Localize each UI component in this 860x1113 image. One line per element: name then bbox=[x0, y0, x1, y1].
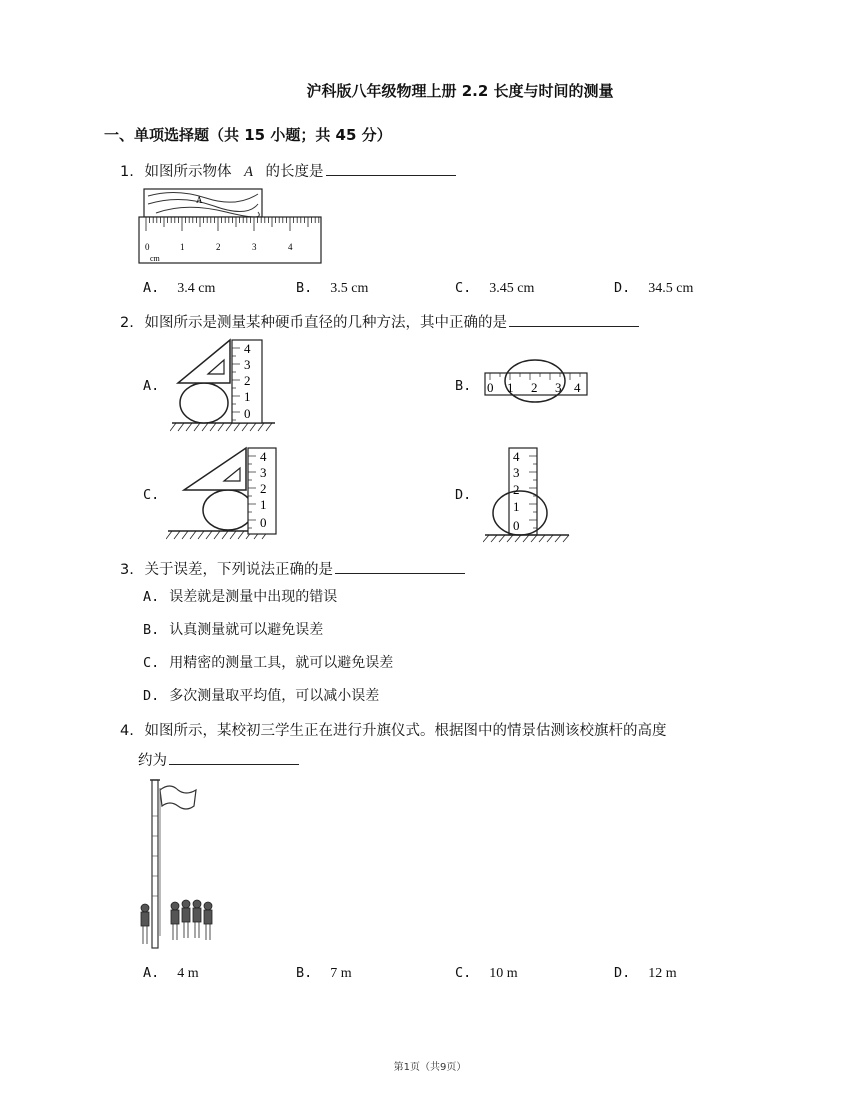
option-a[interactable]: A. 误差就是测量中出现的错误 bbox=[143, 589, 338, 605]
flag bbox=[160, 786, 196, 809]
object-label: A bbox=[244, 164, 253, 180]
option-a[interactable]: A. 4 m bbox=[143, 965, 199, 981]
ruler-figure bbox=[136, 186, 326, 266]
question-number: 4. bbox=[120, 723, 134, 739]
ruler-label: 1 bbox=[260, 497, 267, 512]
option-b[interactable]: B. 3.5 cm bbox=[296, 280, 369, 296]
ruler-unit: cm bbox=[150, 254, 160, 263]
question-1-stem bbox=[120, 160, 456, 181]
coin-figure-c bbox=[166, 446, 281, 544]
ruler-label: 4 bbox=[244, 341, 251, 356]
option-d[interactable]: D. 34.5 cm bbox=[614, 280, 694, 296]
option-d[interactable]: D. 多次测量取平均值，可以减小误差 bbox=[143, 688, 380, 704]
stem-text: 关于误差，下列说法正确的是 bbox=[144, 562, 333, 578]
coin-figure-a bbox=[170, 338, 280, 436]
flagpole-figure bbox=[136, 776, 226, 952]
option-c[interactable]: C. 3.45 cm bbox=[455, 280, 535, 296]
answer-blank[interactable] bbox=[326, 161, 456, 176]
ruler-label: 1 bbox=[244, 389, 251, 404]
question-2-stem bbox=[120, 311, 639, 332]
option-b[interactable]: B. bbox=[455, 378, 472, 394]
ruler-label: 3 bbox=[244, 357, 251, 372]
stem-text: 约为 bbox=[138, 753, 167, 769]
page-footer: 第1页（共9页） bbox=[393, 1062, 467, 1073]
option-a[interactable]: A. 3.4 cm bbox=[143, 280, 216, 296]
stem-text: 的长度是 bbox=[265, 164, 324, 180]
ruler-label: 1 bbox=[513, 499, 520, 514]
page-title: 沪科版八年级物理上册 2.2 长度与时间的测量 bbox=[306, 82, 614, 100]
option-d[interactable]: D. bbox=[455, 487, 472, 503]
question-number: 1. bbox=[120, 164, 134, 180]
option-d[interactable]: D. 12 m bbox=[614, 965, 677, 981]
option-b[interactable]: B. 7 m bbox=[296, 965, 352, 981]
set-square bbox=[184, 448, 246, 490]
answer-blank[interactable] bbox=[335, 559, 465, 574]
coin-figure-b bbox=[482, 358, 592, 404]
stem-text: 如图所示是测量某种硬币直径的几种方法，其中正确的是 bbox=[144, 315, 507, 331]
question-4-stem bbox=[120, 719, 780, 740]
ruler-label: 3 bbox=[252, 242, 257, 252]
ruler-label: 3 bbox=[513, 465, 520, 480]
ruler-label: 4 bbox=[260, 449, 267, 464]
ruler-label: 1 bbox=[507, 380, 514, 395]
option-c[interactable]: C. 用精密的测量工具，就可以避免误差 bbox=[143, 655, 394, 671]
block-label: A bbox=[196, 195, 203, 205]
ruler-label: 2 bbox=[244, 373, 251, 388]
ruler-label: 0 bbox=[145, 242, 150, 252]
question-4-stem-line2 bbox=[138, 749, 299, 770]
ruler-label: 4 bbox=[574, 380, 581, 395]
ruler-label: 2 bbox=[513, 482, 520, 497]
stem-text: 如图所示，某校初三学生正在进行升旗仪式。根据图中的情景估测该校旗杆的高度 bbox=[144, 723, 667, 739]
question-number: 2. bbox=[120, 315, 134, 331]
stem-text: 如图所示物体 bbox=[144, 164, 232, 180]
ruler-label: 2 bbox=[216, 242, 221, 252]
ruler-label: 0 bbox=[487, 380, 494, 395]
ruler-label: 2 bbox=[531, 380, 538, 395]
coin-figure-d bbox=[483, 446, 573, 544]
ruler-label: 0 bbox=[244, 406, 251, 421]
coin bbox=[180, 383, 228, 423]
flagpole bbox=[152, 780, 158, 948]
question-3-stem bbox=[120, 558, 465, 579]
ruler bbox=[139, 217, 321, 263]
coin bbox=[493, 491, 547, 535]
ruler-label: 3 bbox=[555, 380, 562, 395]
ruler-label: 4 bbox=[513, 449, 520, 464]
ruler-label: 0 bbox=[513, 518, 520, 533]
option-a[interactable]: A. bbox=[143, 378, 160, 394]
option-c[interactable]: C. 10 m bbox=[455, 965, 518, 981]
option-c[interactable]: C. bbox=[143, 487, 160, 503]
answer-blank[interactable] bbox=[509, 312, 639, 327]
ruler-label: 3 bbox=[260, 465, 267, 480]
ruler-label: 4 bbox=[288, 242, 293, 252]
section-heading: 一、单项选择题（共 15 小题；共 45 分） bbox=[104, 126, 392, 144]
ruler-label: 1 bbox=[180, 242, 185, 252]
coin bbox=[203, 490, 253, 530]
ruler-label: 2 bbox=[260, 481, 267, 496]
answer-blank[interactable] bbox=[169, 750, 299, 765]
option-b[interactable]: B. 认真测量就可以避免误差 bbox=[143, 622, 324, 638]
ruler-label: 0 bbox=[260, 515, 267, 530]
question-number: 3. bbox=[120, 562, 134, 578]
